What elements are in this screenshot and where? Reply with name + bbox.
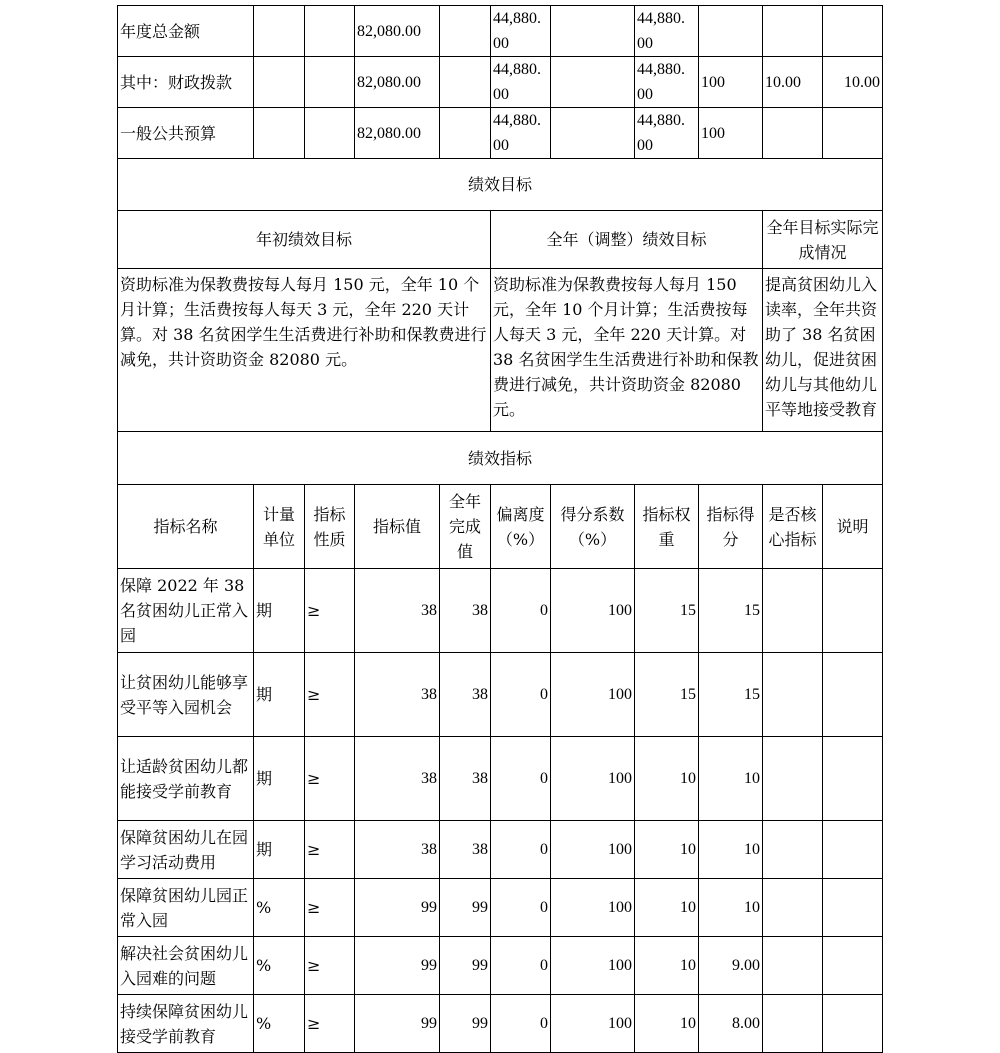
fund-weight: 10.00: [763, 57, 823, 108]
indicator-header-cell: 指标值: [355, 485, 440, 569]
fund-cell: [254, 6, 305, 57]
indicators-section-title: 绩效指标: [118, 432, 883, 485]
fund-score: 10.00: [823, 57, 883, 108]
indicator-deviation: 0: [491, 737, 551, 821]
goals-actual-text: 提高贫困幼儿入读率，全年共资助了 38 名贫困幼儿，促进贫困幼儿与其他幼儿平等地接受教育: [763, 269, 883, 432]
fund-cell: [305, 6, 355, 57]
indicator-deviation: 0: [491, 879, 551, 937]
indicator-header-cell: 指标权重: [635, 485, 699, 569]
fund-actual: 44,880. 00: [635, 6, 699, 57]
fund-cell: [305, 57, 355, 108]
indicator-note: [823, 995, 883, 1053]
fund-cell: [440, 57, 491, 108]
indicator-header-cell: 指标性质: [305, 485, 355, 569]
fund-row: [118, 57, 883, 108]
fund-weight: [763, 108, 823, 159]
indicator-weight: 10: [635, 821, 699, 879]
fund-cell: [551, 57, 635, 108]
indicator-nature: ≥: [305, 879, 355, 937]
fund-row: [118, 6, 883, 57]
indicator-header-cell: 计量单位: [254, 485, 305, 569]
indicator-weight: 10: [635, 937, 699, 995]
indicator-done: 38: [440, 569, 491, 653]
indicator-done: 99: [440, 879, 491, 937]
fund-score: [823, 6, 883, 57]
goals-initial-text: 资助标准为保教费按每人每月 150 元，全年 10 个月计算；生活费按每人每天 3 元，全年 220 天计算。对 38 名贫困学生生活费进行补助和保教费进行减免，共计资助资金 82080 元。: [118, 269, 491, 432]
goals-header-row: [118, 211, 883, 269]
indicator-unit: 期: [254, 737, 305, 821]
indicator-nature: ≥: [305, 995, 355, 1053]
indicator-core: [763, 737, 823, 821]
indicator-score: 15: [699, 569, 763, 653]
fund-name: 一般公共预算: [118, 108, 254, 159]
fund-budget: 82,080.00: [355, 6, 440, 57]
fund-budget: 82,080.00: [355, 108, 440, 159]
fund-rate: [699, 6, 763, 57]
indicator-coefficient: 100: [551, 569, 635, 653]
indicator-header-cell: 得分系数（%）: [551, 485, 635, 569]
indicator-core: [763, 653, 823, 737]
fund-cell: [254, 108, 305, 159]
fund-score: [823, 108, 883, 159]
fund-adjusted: 44,880. 00: [491, 57, 551, 108]
indicator-name: 保障贫困幼儿园正常入园: [118, 879, 254, 937]
indicator-header-cell: 全年完成值: [440, 485, 491, 569]
indicator-target: 38: [355, 821, 440, 879]
indicator-row: [118, 821, 883, 879]
fund-cell: [551, 108, 635, 159]
goals-col-actual: 全年目标实际完成情况: [763, 211, 883, 269]
performance-table: [117, 5, 883, 1053]
goals-section-row: [118, 159, 883, 211]
indicator-score: 9.00: [699, 937, 763, 995]
indicator-weight: 10: [635, 737, 699, 821]
fund-cell: [254, 57, 305, 108]
fund-rate: 100: [699, 57, 763, 108]
fund-cell: [440, 6, 491, 57]
indicator-coefficient: 100: [551, 937, 635, 995]
indicator-nature: ≥: [305, 737, 355, 821]
indicator-target: 99: [355, 879, 440, 937]
indicator-done: 38: [440, 653, 491, 737]
goals-adjusted-text: 资助标准为保教费按每人每月 150 元，全年 10 个月计算；生活费按每人每天 3 元，全年 220 天计算。对 38 名贫困学生生活费进行补助和保教费进行减免，共计资助资金 82080 元。: [491, 269, 763, 432]
indicator-row: [118, 737, 883, 821]
indicator-name: 持续保障贫困幼儿接受学前教育: [118, 995, 254, 1053]
indicator-core: [763, 569, 823, 653]
indicator-unit: %: [254, 937, 305, 995]
goals-col-initial: 年初绩效目标: [118, 211, 491, 269]
indicator-score: 8.00: [699, 995, 763, 1053]
indicator-note: [823, 879, 883, 937]
indicator-weight: 10: [635, 879, 699, 937]
indicator-core: [763, 879, 823, 937]
fund-cell: [440, 108, 491, 159]
indicator-coefficient: 100: [551, 879, 635, 937]
indicator-unit: %: [254, 879, 305, 937]
indicator-unit: 期: [254, 821, 305, 879]
indicator-row: [118, 995, 883, 1053]
goals-section-title: 绩效目标: [118, 159, 883, 211]
indicator-target: 99: [355, 995, 440, 1053]
indicator-note: [823, 737, 883, 821]
goals-col-adjusted: 全年（调整）绩效目标: [491, 211, 763, 269]
indicator-note: [823, 937, 883, 995]
indicators-header-row: [118, 485, 883, 569]
indicator-weight: 10: [635, 995, 699, 1053]
fund-adjusted: 44,880. 00: [491, 6, 551, 57]
indicator-deviation: 0: [491, 821, 551, 879]
indicator-coefficient: 100: [551, 821, 635, 879]
indicator-note: [823, 821, 883, 879]
indicator-core: [763, 821, 823, 879]
indicator-header-cell: 是否核心指标: [763, 485, 823, 569]
indicator-core: [763, 995, 823, 1053]
fund-name: 其中：财政拨款: [118, 57, 254, 108]
fund-row: [118, 108, 883, 159]
indicator-coefficient: 100: [551, 737, 635, 821]
indicator-target: 99: [355, 937, 440, 995]
indicator-target: 38: [355, 653, 440, 737]
indicator-name: 让贫困幼儿能够享受平等入园机会: [118, 653, 254, 737]
indicator-deviation: 0: [491, 653, 551, 737]
indicator-name: 让适龄贫困幼儿都能接受学前教育: [118, 737, 254, 821]
fund-cell: [305, 108, 355, 159]
indicator-deviation: 0: [491, 937, 551, 995]
fund-weight: [763, 6, 823, 57]
indicator-done: 99: [440, 995, 491, 1053]
indicator-coefficient: 100: [551, 653, 635, 737]
indicator-nature: ≥: [305, 821, 355, 879]
indicator-nature: ≥: [305, 937, 355, 995]
indicator-weight: 15: [635, 653, 699, 737]
fund-name: 年度总金额: [118, 6, 254, 57]
table-body: [118, 6, 883, 1053]
indicator-row: [118, 937, 883, 995]
indicator-row: [118, 879, 883, 937]
indicator-deviation: 0: [491, 569, 551, 653]
indicator-header-cell: 说明: [823, 485, 883, 569]
indicator-score: 15: [699, 653, 763, 737]
indicator-coefficient: 100: [551, 995, 635, 1053]
indicator-header-cell: 指标名称: [118, 485, 254, 569]
indicator-name: 保障贫困幼儿在园学习活动费用: [118, 821, 254, 879]
fund-actual: 44,880. 00: [635, 57, 699, 108]
indicator-score: 10: [699, 821, 763, 879]
indicator-nature: ≥: [305, 569, 355, 653]
indicator-header-cell: 指标得分: [699, 485, 763, 569]
fund-budget: 82,080.00: [355, 57, 440, 108]
fund-cell: [551, 6, 635, 57]
indicator-core: [763, 937, 823, 995]
indicator-done: 38: [440, 737, 491, 821]
goals-content-row: [118, 269, 883, 432]
indicator-target: 38: [355, 569, 440, 653]
indicator-deviation: 0: [491, 995, 551, 1053]
indicators-section-row: [118, 432, 883, 485]
indicator-done: 38: [440, 821, 491, 879]
indicator-unit: 期: [254, 569, 305, 653]
indicator-nature: ≥: [305, 653, 355, 737]
indicator-target: 38: [355, 737, 440, 821]
indicator-note: [823, 653, 883, 737]
indicator-header-cell: 偏离度（%）: [491, 485, 551, 569]
fund-actual: 44,880. 00: [635, 108, 699, 159]
indicator-name: 解决社会贫困幼儿入园难的问题: [118, 937, 254, 995]
indicator-weight: 15: [635, 569, 699, 653]
indicator-row: [118, 653, 883, 737]
indicator-unit: %: [254, 995, 305, 1053]
indicator-done: 99: [440, 937, 491, 995]
indicator-score: 10: [699, 737, 763, 821]
indicator-unit: 期: [254, 653, 305, 737]
indicator-row: [118, 569, 883, 653]
indicator-note: [823, 569, 883, 653]
indicator-score: 10: [699, 879, 763, 937]
fund-adjusted: 44,880. 00: [491, 108, 551, 159]
indicator-name: 保障 2022 年 38 名贫困幼儿正常入园: [118, 569, 254, 653]
fund-rate: 100: [699, 108, 763, 159]
